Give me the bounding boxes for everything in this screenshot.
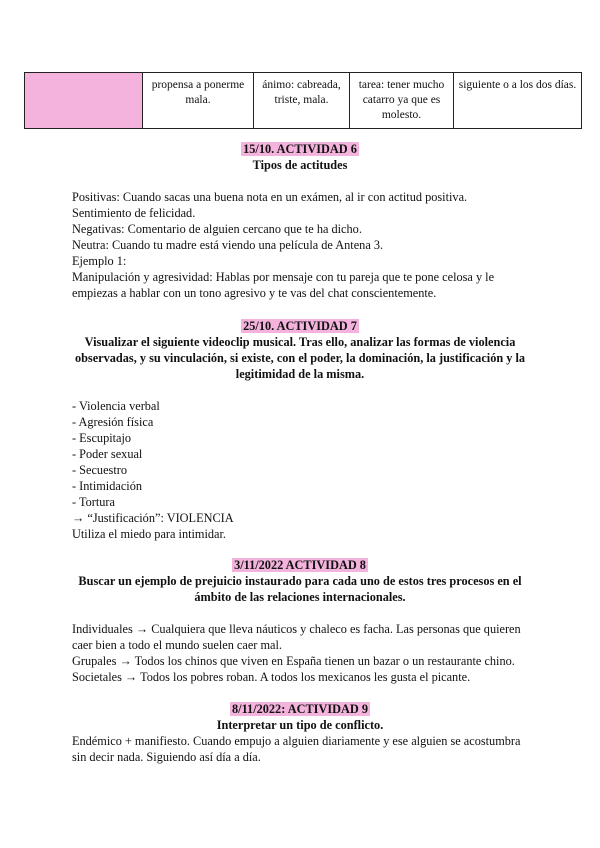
- activity-9-body: [72, 733, 528, 765]
- paragraph: Ejemplo 1:: [72, 254, 127, 268]
- table-cell-pink: [25, 73, 143, 129]
- activity-7-title: Visualizar el siguiente videoclip musical. Tras ello, analizar las formas de violencia observadas, y su vinculación, si existe, con el poder, la dominación, la justificación y la legitimidad de la misma.: [74, 335, 526, 381]
- paragraph: Individuales → Cualquiera que lleva náuticos y chaleco es facha. Las personas que quieren caer bien a todo el mundo suelen caer mal.: [72, 622, 521, 652]
- paragraph: Endémico + manifiesto. Cuando empujo a alguien diariamente y ese alguien se acostumbra sin decir nada. Siguiendo así día a día.: [72, 734, 521, 764]
- list-item: - Agresión física: [72, 415, 154, 429]
- paragraph: → “Justificación”: VIOLENCIA: [72, 511, 234, 525]
- table-cell: tarea: tener mucho catarro ya que es molesto.: [350, 73, 454, 129]
- activity-6-title: Tipos de actitudes: [252, 158, 348, 172]
- activity-9-date: 8/11/2022: ACTIVIDAD 9: [232, 702, 368, 716]
- activity-9-title: Interpretar un tipo de conflicto.: [216, 718, 384, 732]
- list-item: - Escupitajo: [72, 431, 132, 445]
- paragraph: Positivas: Cuando sacas una buena nota en un exámen, al ir con actitud positiva. Sentimiento de felicidad.: [72, 190, 468, 220]
- activity-8-title: Buscar un ejemplo de prejuicio instaurado para cada uno de estos tres procesos en el ámbito de las relaciones internacionales.: [78, 574, 522, 604]
- paragraph: Negativas: Comentario de alguien cercano que te ha dicho.: [72, 222, 362, 236]
- paragraph: Neutra: Cuando tu madre está viendo una película de Antena 3.: [72, 238, 384, 252]
- list-item: - Violencia verbal: [72, 399, 160, 413]
- table-row: [25, 73, 582, 129]
- table-cell: propensa a ponerme mala.: [143, 73, 254, 129]
- table-cell: ánimo: cabreada, triste, mala.: [254, 73, 350, 129]
- activity-8-body: [72, 621, 528, 685]
- list-item: - Tortura: [72, 495, 115, 509]
- activity-7-section: [72, 318, 528, 542]
- summary-table: [24, 72, 581, 129]
- activity-8-date: 3/11/2022 ACTIVIDAD 8: [234, 558, 366, 572]
- paragraph: Utiliza el miedo para intimidar.: [72, 527, 227, 541]
- activity-7-date: 25/10. ACTIVIDAD 7: [243, 319, 357, 333]
- list-item: - Poder sexual: [72, 447, 143, 461]
- paragraph: Societales → Todos los pobres roban. A todos los mexicanos les gusta el picante.: [72, 670, 471, 684]
- activity-6-section: [72, 141, 528, 301]
- activity-6-body: [72, 189, 528, 301]
- paragraph: Manipulación y agresividad: Hablas por mensaje con tu pareja que te pone celosa y le empiezas a hablar con un tono agresivo y te vas del chat conscientemente.: [72, 270, 495, 300]
- activity-7-body: [72, 398, 528, 542]
- list-item: - Secuestro: [72, 463, 127, 477]
- list-item: - Intimidación: [72, 479, 143, 493]
- activity-8-section: [72, 557, 528, 685]
- activity-6-date: 15/10. ACTIVIDAD 6: [243, 142, 357, 156]
- paragraph: Grupales → Todos los chinos que viven en España tienen un bazar o un restaurante chino.: [72, 654, 515, 668]
- table-cell: siguiente o a los dos días.: [454, 73, 582, 129]
- activity-9-section: [72, 701, 528, 765]
